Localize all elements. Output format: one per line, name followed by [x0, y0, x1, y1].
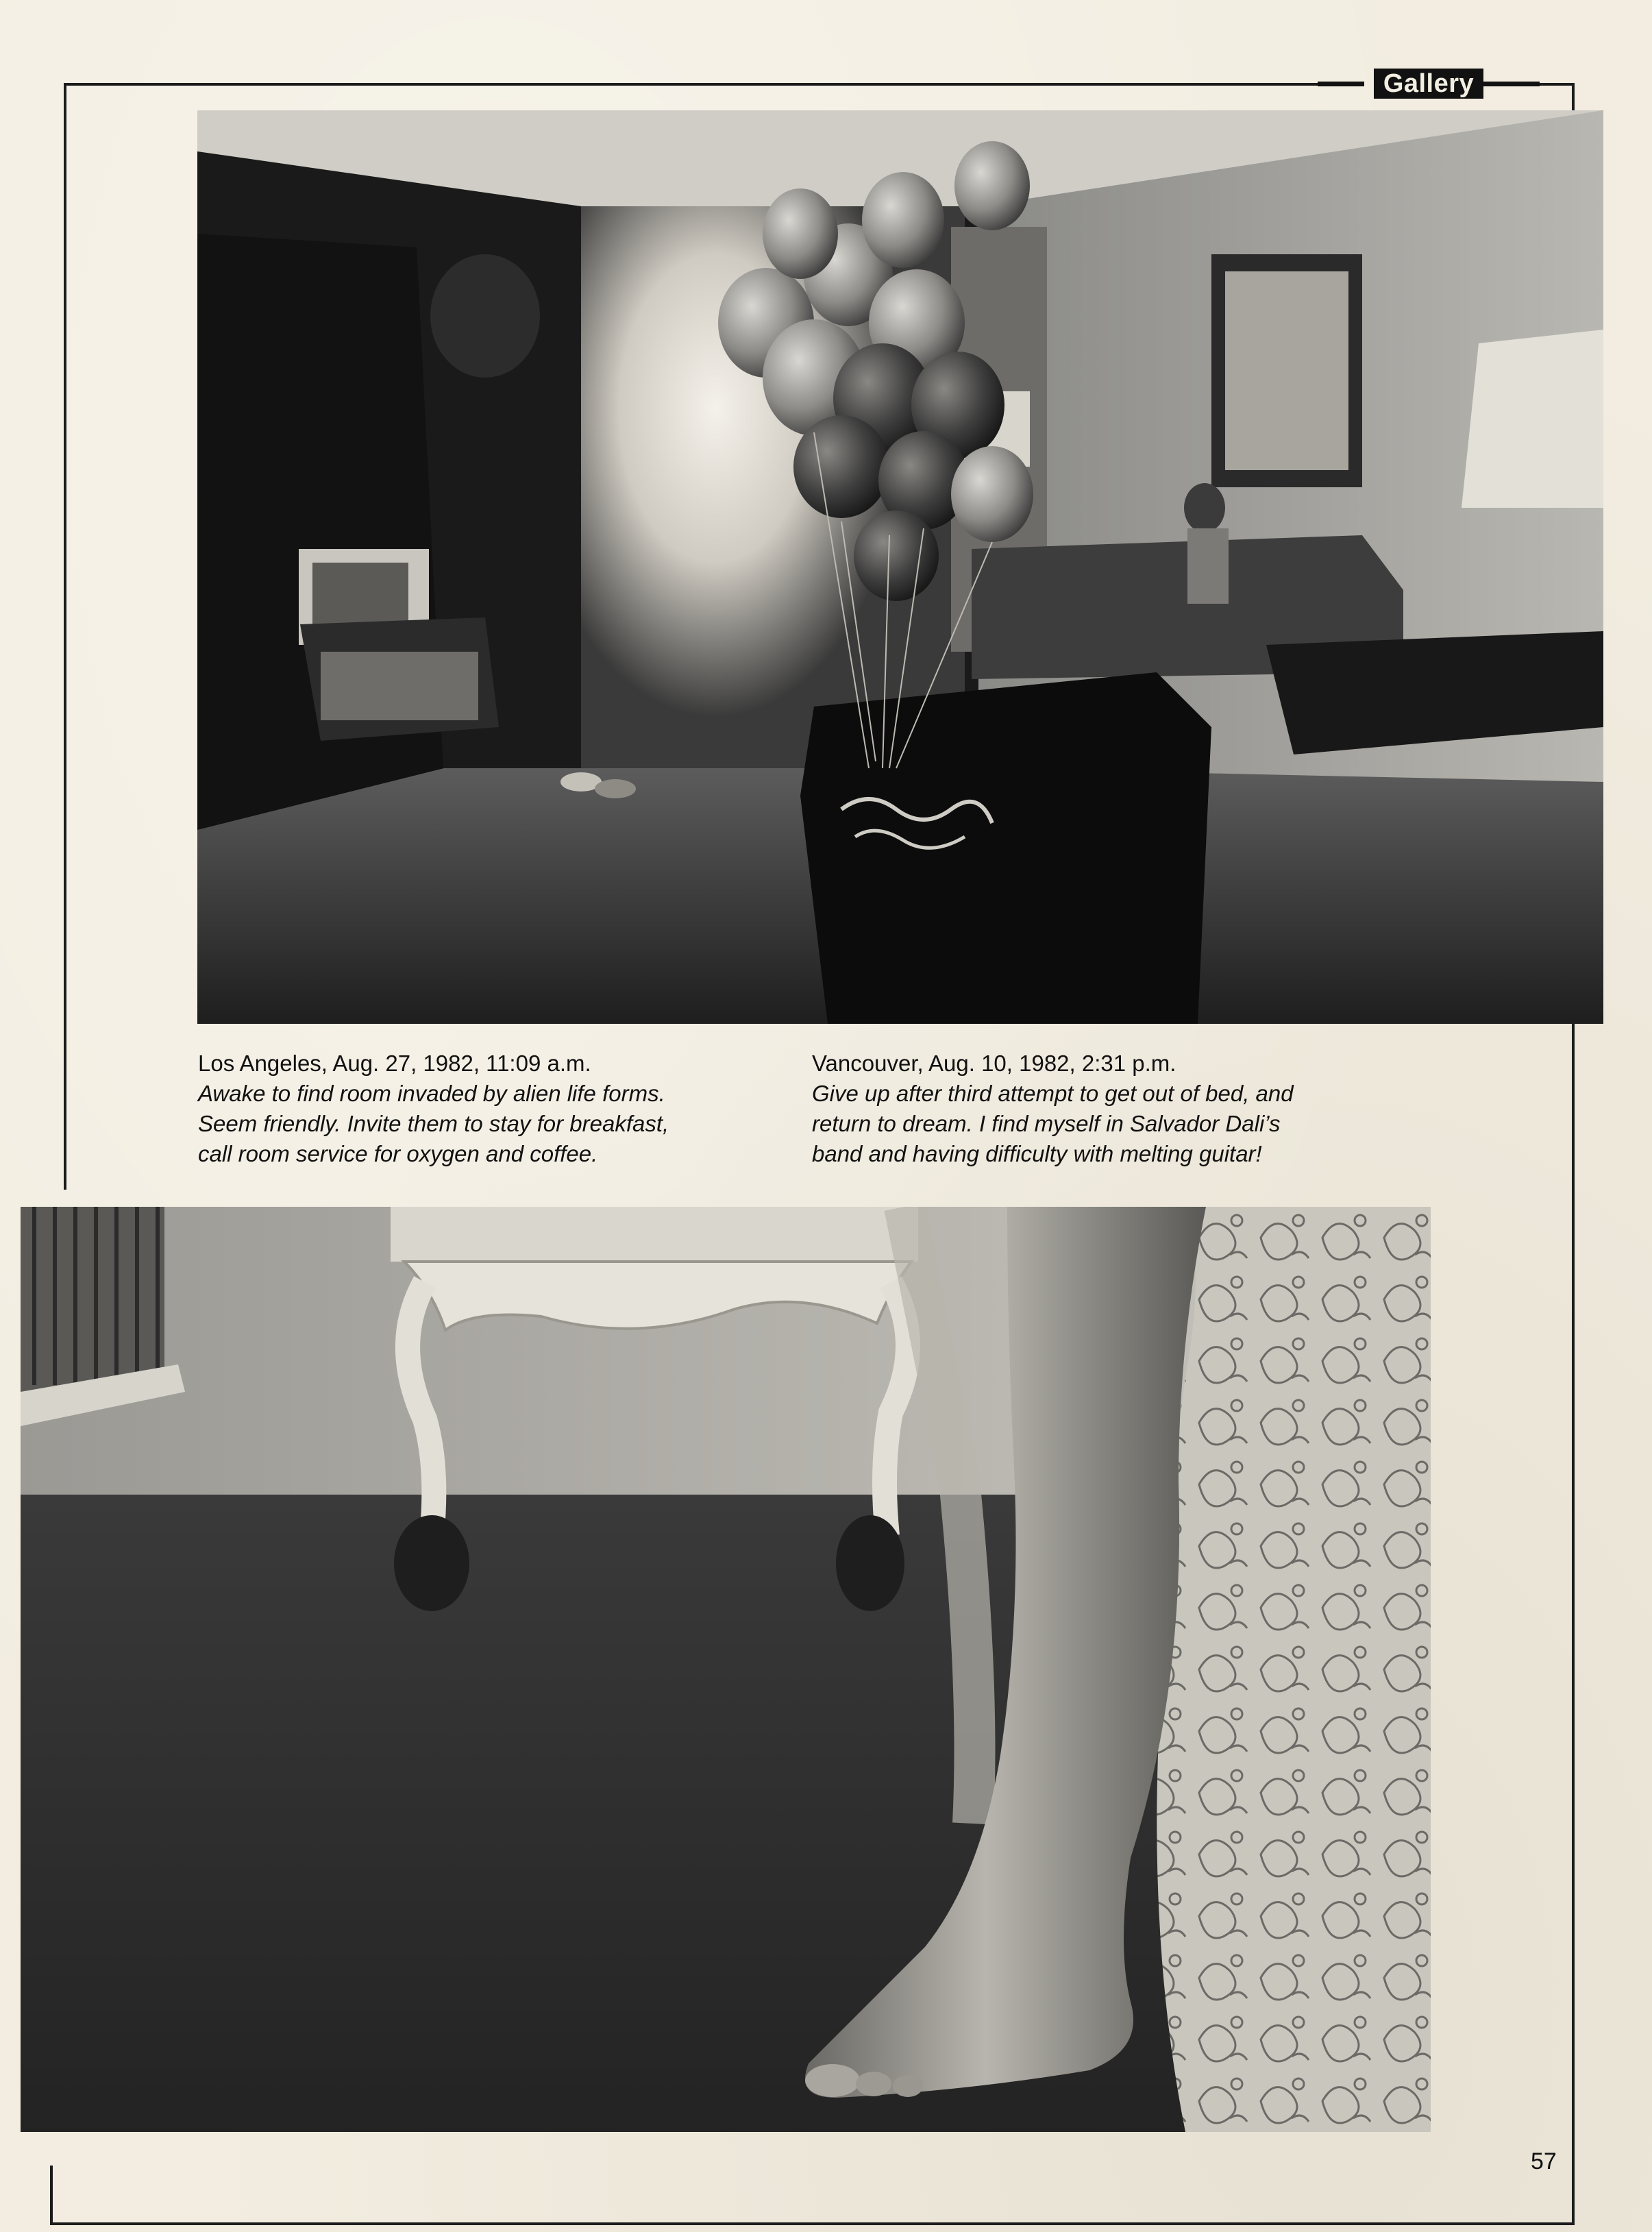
frame-line [1540, 83, 1574, 86]
frame-line [64, 83, 1318, 86]
section-tag-rule [1318, 82, 1364, 86]
caption-line: Awake to find room invaded by alien life forms. [198, 1081, 665, 1106]
caption-line: Give up after third attempt to get out of bed, and [812, 1081, 1294, 1106]
caption-line: return to dream. I find myself in Salvador Dali’s [812, 1111, 1281, 1136]
frame-line [64, 83, 66, 1190]
caption-title: Vancouver, Aug. 10, 1982, 2:31 p.m. [812, 1051, 1176, 1076]
page-number: 57 [1531, 2148, 1557, 2174]
section-tag-label: Gallery [1374, 69, 1483, 99]
frame-line [1572, 1014, 1575, 2224]
caption-body [198, 1079, 794, 1169]
photo-foot-illustration [21, 1207, 1431, 2132]
caption-title: Los Angeles, Aug. 27, 1982, 11:09 a.m. [198, 1051, 591, 1076]
section-tag-rule [1483, 82, 1540, 86]
caption-line: band and having difficulty with melting guitar! [812, 1141, 1262, 1166]
caption-los-angeles [198, 1048, 794, 1169]
caption-line: Seem friendly. Invite them to stay for breakfast, [198, 1111, 669, 1136]
caption-line: call room service for oxygen and coffee. [198, 1141, 598, 1166]
frame-line [50, 2166, 53, 2225]
photo-bare-foot-bed [21, 1207, 1431, 2132]
caption-vancouver [812, 1048, 1470, 1169]
photo-hotel-room-illustration [197, 110, 1603, 1024]
caption-body [812, 1079, 1470, 1169]
photo-hotel-room-balloons [197, 110, 1603, 1024]
frame-line [50, 2222, 1575, 2225]
section-tag [1318, 69, 1540, 99]
